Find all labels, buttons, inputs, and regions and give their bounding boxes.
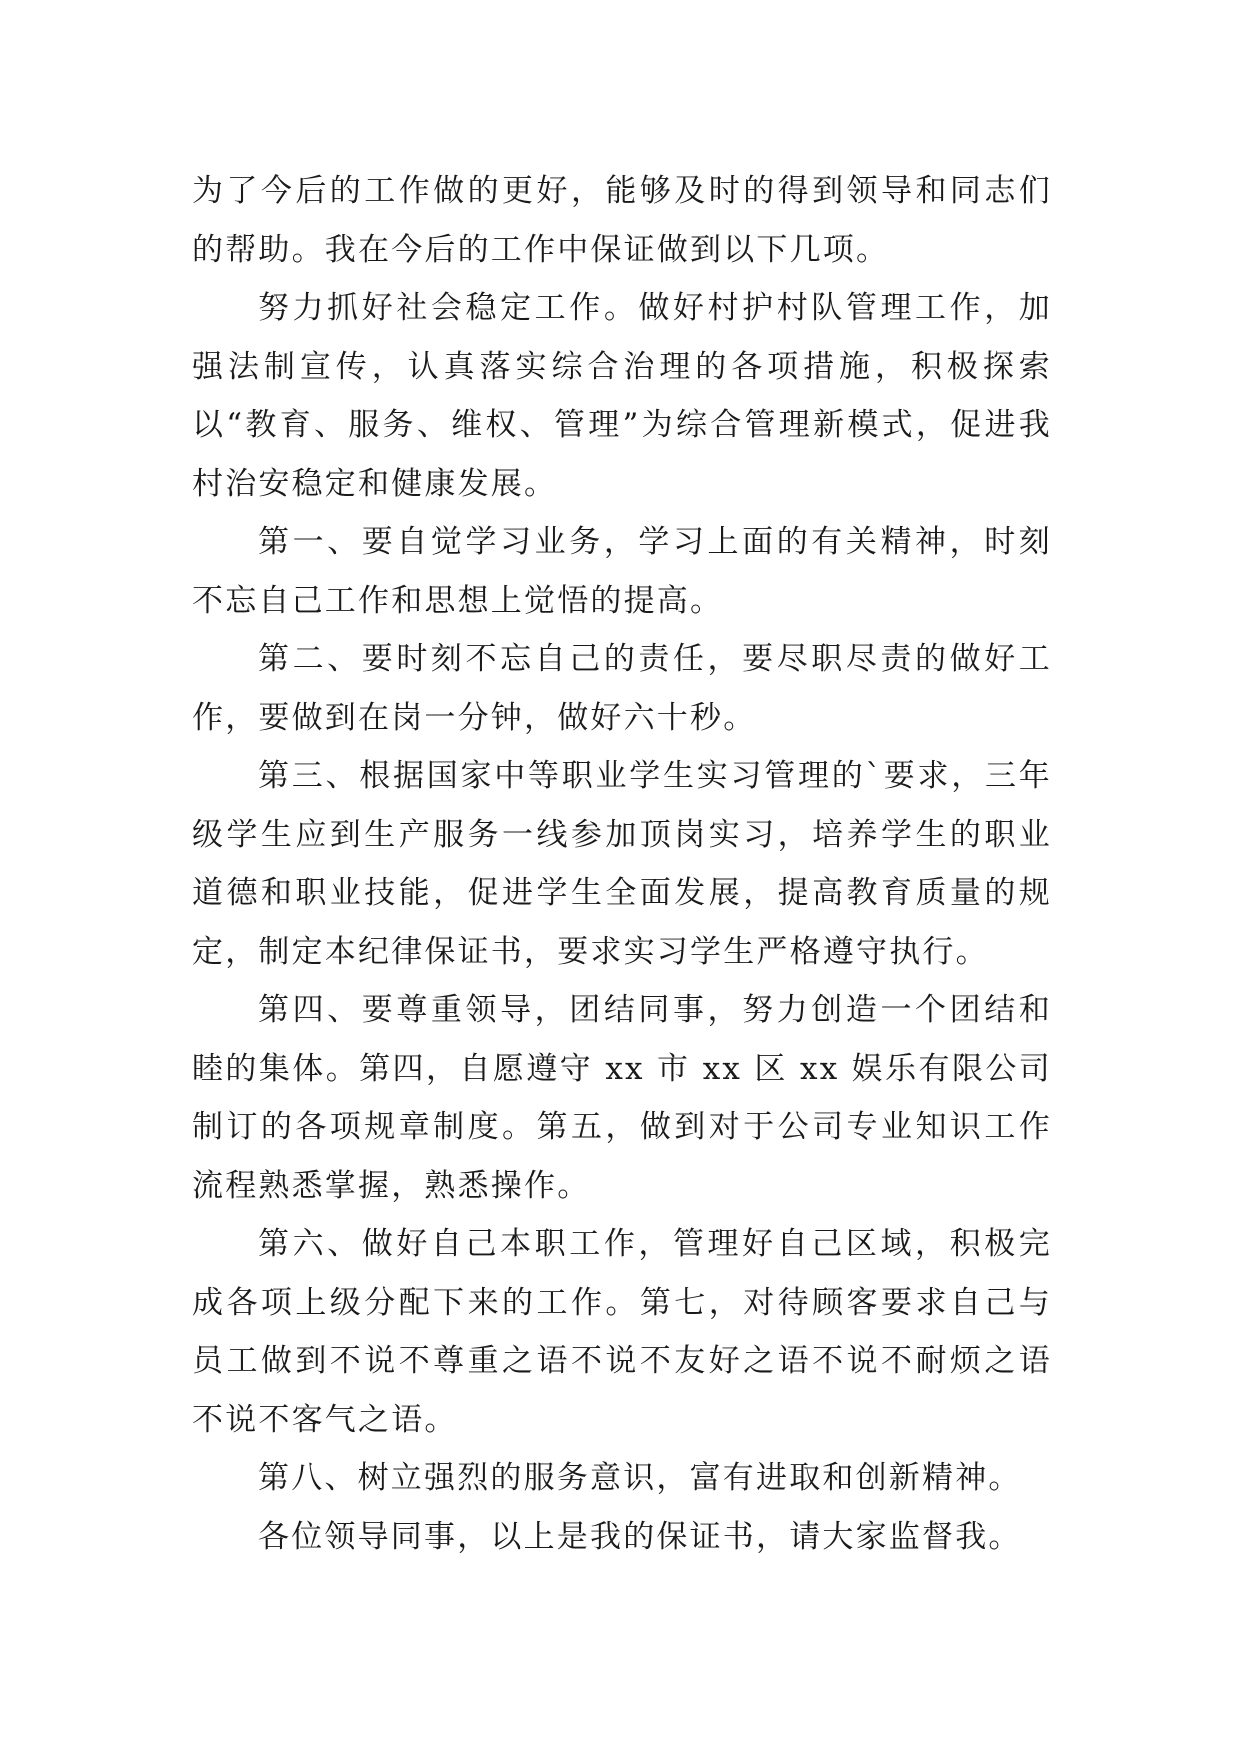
paragraph-item-6: 第六、做好自己本职工作，管理好自己区域，积极完成各项上级分配下来的工作。第七，对待顾客要求自己与员工做到不说不尊重之语不说不友好之语不说不耐烦之语不说不客气之语。 bbox=[192, 1226, 1052, 1438]
document-body bbox=[192, 162, 1052, 1566]
paragraph-item-1: 第一、要自觉学习业务，学习上面的有关精神，时刻不忘自己工作和思想上觉悟的提高。 bbox=[192, 524, 1052, 619]
paragraph-item-3: 第三、根据国家中等职业学生实习管理的`要求，三年级学生应到生产服务一线参加顶岗实习，培养学生的职业道德和职业技能，促进学生全面发展，提高教育质量的规定，制定本纪律保证书，要求实习学生严格遵守执行。 bbox=[192, 758, 1052, 970]
paragraph-social-stability: 努力抓好社会稳定工作。做好村护村队管理工作，加强法制宣传，认真落实综合治理的各项措施，积极探索以“教育、服务、维权、管理”为综合管理新模式，促进我村治安稳定和健康发展。 bbox=[192, 290, 1052, 502]
paragraph-intro: 为了今后的工作做的更好，能够及时的得到领导和同志们的帮助。我在今后的工作中保证做到以下几项。 bbox=[192, 173, 1052, 268]
paragraph-closing: 各位领导同事，以上是我的保证书，请大家监督我。 bbox=[258, 1518, 1022, 1555]
paragraph-item-4: 第四、要尊重领导，团结同事，努力创造一个团结和睦的集体。第四，自愿遵守 xx 市 xx 区 xx 娱乐有限公司制订的各项规章制度。第五，做到对于公司专业知识工作流程熟悉掌握，熟悉操作。 bbox=[192, 992, 1052, 1204]
paragraph-item-2: 第二、要时刻不忘自己的责任，要尽职尽责的做好工作，要做到在岗一分钟，做好六十秒。 bbox=[192, 641, 1052, 736]
paragraph-item-8: 第八、树立强烈的服务意识，富有进取和创新精神。 bbox=[258, 1460, 1022, 1496]
